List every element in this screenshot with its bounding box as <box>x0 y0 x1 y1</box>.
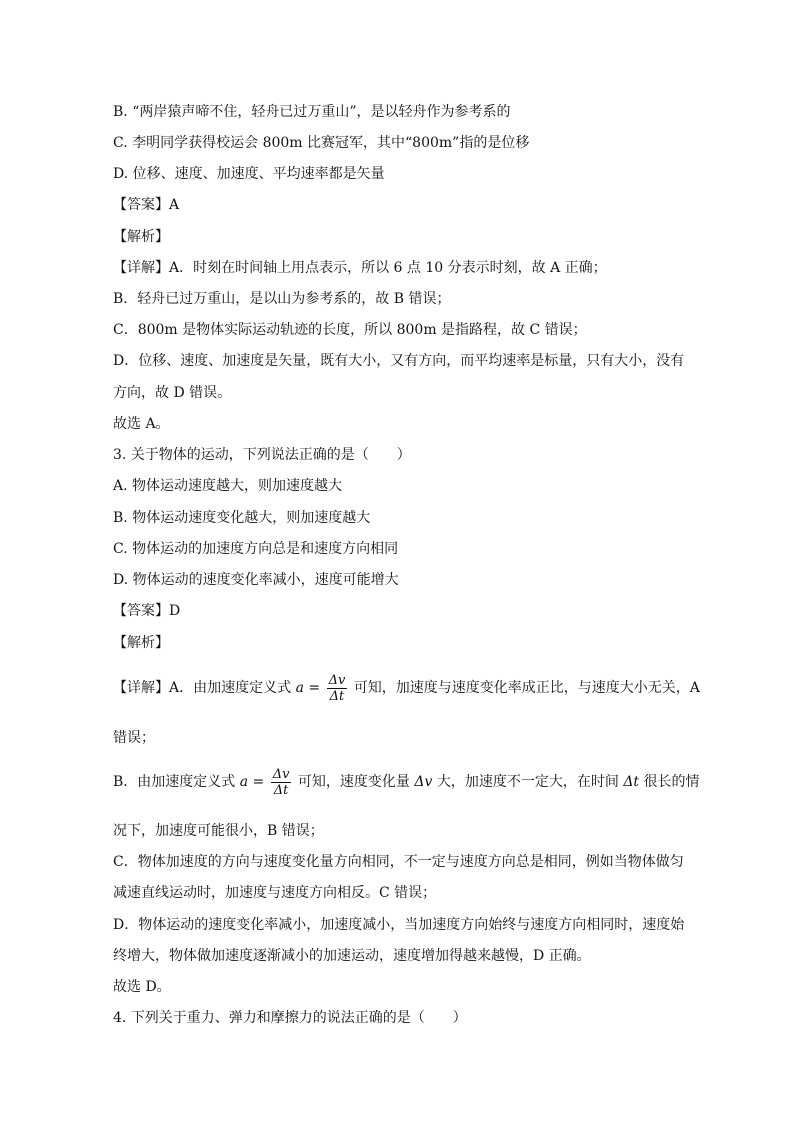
q3-detail-a <box>113 671 700 705</box>
q2-option-c: C. 李明同学获得校运会 800m 比赛冠军，其中“800m”指的是位移 <box>113 135 530 151</box>
q3-option-b: B. 物体运动速度变化越大，则加速度越大 <box>113 510 371 526</box>
q3-detail-a-suffix: 可知，加速度与速度变化率成正比，与速度大小无关，A <box>353 680 700 696</box>
formula-lhs: a = <box>295 680 321 696</box>
formula-denominator-b: Δt <box>273 782 289 798</box>
acceleration-formula <box>295 672 354 704</box>
q3-detail-d-line2: 终增大，物体做加速度逐渐减小的加速运动，速度增加得越来越慢，D 正确。 <box>113 948 591 964</box>
q3-detail-d-line1: D．物体运动的速度变化率减小，加速度减小，当加速度方向始终与速度方向相同时，速度始 <box>113 917 685 933</box>
delta-v-symbol: Δv <box>414 774 433 790</box>
formula-denominator: Δt <box>329 688 345 704</box>
formula-fraction <box>327 673 348 704</box>
q2-detail-a: 【详解】A．时刻在时间轴上用点表示，所以 6 点 10 分表示时刻，故 A 正确； <box>113 260 607 276</box>
q3-detail-b-end: 很长的情 <box>643 774 700 790</box>
formula-fraction-b <box>271 767 292 798</box>
q2-conclusion: 故选 A。 <box>113 416 170 432</box>
q2-detail-b: B．轻舟已过万重山，是以山为参考系的，故 B 错误； <box>113 291 451 307</box>
q3-option-c: C. 物体运动的加速度方向总是和速度方向相同 <box>113 541 399 557</box>
q2-option-d: D. 位移、速度、加速度、平均速率都是矢量 <box>113 166 385 182</box>
q3-detail-b-middle: 可知，速度变化量 <box>297 774 410 790</box>
q3-detail-a-prefix: 【详解】A．由加速度定义式 <box>113 680 292 696</box>
q2-analysis-title: 【解析】 <box>113 229 169 245</box>
q3-detail-b-prefix: B．由加速度定义式 <box>113 774 236 790</box>
q3-detail-a-continued: 错误； <box>113 730 155 746</box>
q3-detail-b <box>113 765 700 799</box>
q3-detail-b-post: 大，加速度不一定大，在时间 <box>436 774 619 790</box>
q3-detail-c-line2: 减速直线运动时，加速度与速度方向相反。C 错误； <box>113 885 437 901</box>
q4-stem: 4. 下列关于重力、弹力和摩擦力的说法正确的是（ ） <box>113 1010 467 1026</box>
q2-detail-d-line1: D．位移、速度、加速度是矢量，既有大小，又有方向，而平均速率是标量，只有大小，没有 <box>113 353 685 369</box>
acceleration-formula-b <box>239 766 298 798</box>
q3-detail-b-continued: 况下，加速度可能很小，B 错误； <box>113 823 324 839</box>
q3-detail-c-line1: C．物体加速度的方向与速度变化量方向相同，不一定与速度方向总是相同，例如当物体做匀 <box>113 854 684 870</box>
formula-lhs-b: a = <box>239 774 265 790</box>
q3-stem: 3. 关于物体的运动，下列说法正确的是（ ） <box>113 447 411 463</box>
q3-option-d: D. 物体运动的速度变化率减小，速度可能增大 <box>113 572 399 588</box>
q3-answer: 【答案】D <box>113 603 181 619</box>
q2-detail-c: C．800m 是物体实际运动轨迹的长度，所以 800m 是指路程，故 C 错误； <box>113 322 587 338</box>
formula-numerator-b: Δv <box>272 766 290 782</box>
formula-numerator: Δv <box>328 672 346 688</box>
q2-option-b: B. “两岸猿声啼不住，轻舟已过万重山”，是以轻舟作为参考系的 <box>113 104 511 120</box>
q2-answer: 【答案】A <box>113 197 180 213</box>
q3-conclusion: 故选 D。 <box>113 979 171 995</box>
q2-detail-d-line2: 方向，故 D 错误。 <box>113 385 232 401</box>
q3-analysis-title: 【解析】 <box>113 635 169 651</box>
q3-option-a: A. 物体运动速度越大，则加速度越大 <box>113 478 343 494</box>
delta-t-symbol: Δt <box>623 774 640 790</box>
